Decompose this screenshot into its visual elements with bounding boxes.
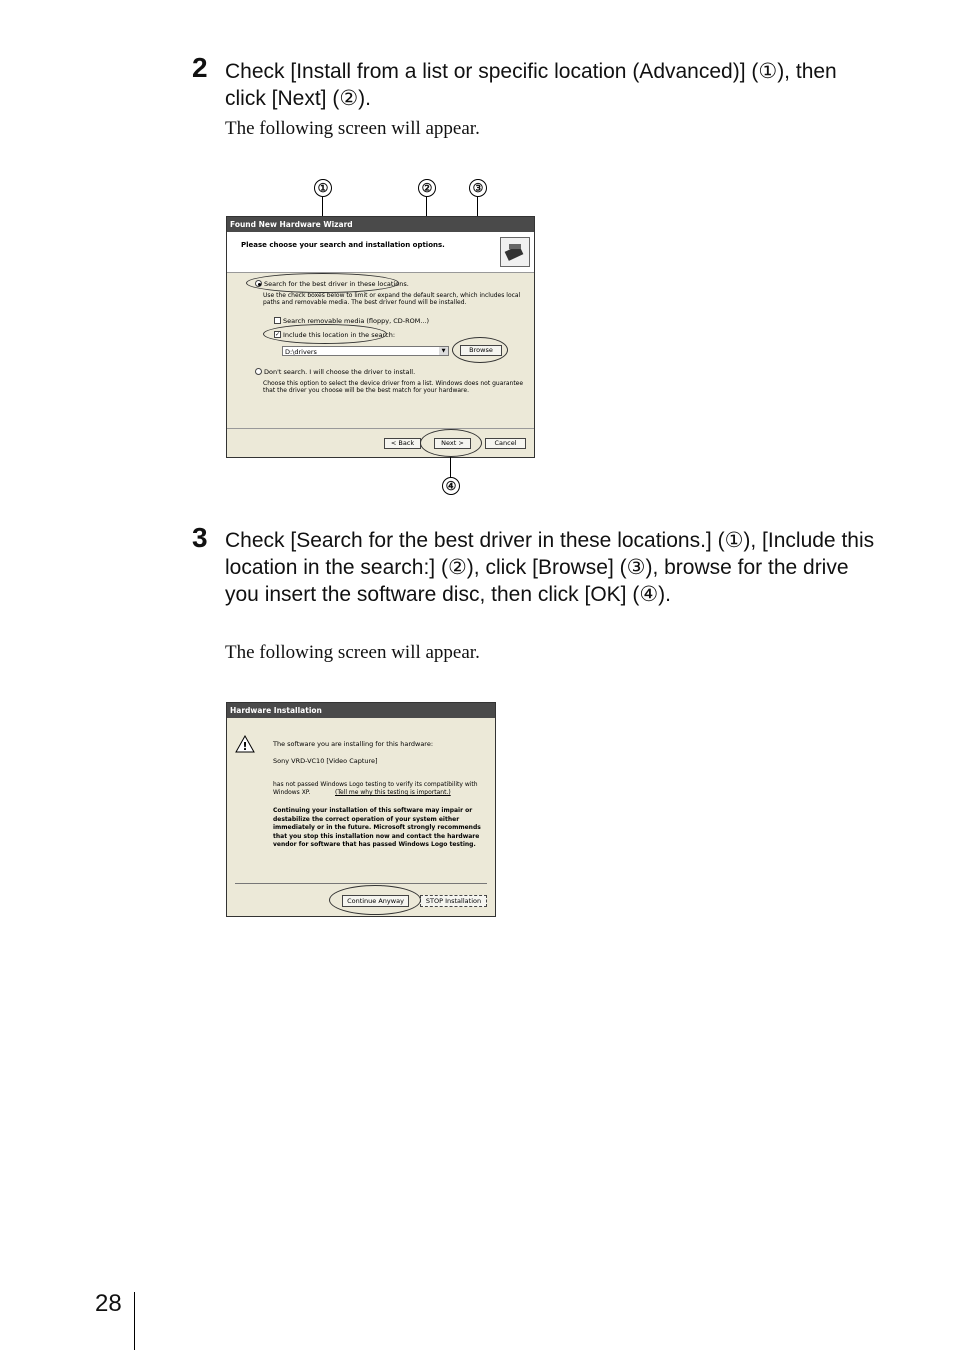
hw-line3: has not passed Windows Logo testing to verify its compatibility with Windows XP.	[273, 781, 478, 796]
page-number-rule	[134, 1292, 135, 1350]
check-removable-label: Search removable media (floppy, CD-ROM...)	[283, 317, 430, 325]
step-3-text: Check [Search for the best driver in these locations.] (①), [Include this location in the search:] (②), click [Browse] (③), browse for the drive you insert the software disc, then click [OK] (④).	[225, 529, 875, 606]
svg-text:!: !	[242, 740, 248, 753]
radio-dont-label: Don't search. I will choose the driver to install.	[264, 368, 416, 376]
step-2-text: Check [Install from a list or specific location (Advanced)] (①), then click [Next] (②).	[225, 60, 837, 110]
callout-3: ③	[469, 179, 487, 197]
back-button[interactable]: < Back	[384, 438, 421, 449]
wizard-header-panel	[227, 232, 534, 273]
footer-divider	[227, 428, 534, 429]
hw-warning: Continuing your installation of this software may impair or destabilize the correct operation of your system either immediately or in the future. Microsoft strongly recommends that you stop this installation now and contact the hardware vendor for software that has passed Windows Logo testing.	[273, 807, 481, 849]
hw-device: Sony VRD-VC10 [Video Capture]	[273, 757, 378, 765]
path-combo[interactable]	[282, 346, 449, 356]
next-button[interactable]: Next >	[434, 438, 471, 449]
hardware-dialog-title: Hardware Installation	[227, 703, 495, 718]
check-include-label: Include this location in the search:	[283, 331, 396, 339]
step-2-number: 2	[192, 52, 208, 83]
cancel-button[interactable]: Cancel	[485, 438, 526, 449]
callout-1: ①	[314, 179, 332, 197]
hw-line1: The software you are installing for this hardware:	[273, 740, 434, 748]
check-removable[interactable]	[274, 317, 281, 324]
radio-dont-search[interactable]	[255, 368, 262, 375]
radio-search-label: Search for the best driver in these locations.	[264, 280, 409, 288]
path-value: D:\drivers	[285, 348, 317, 356]
callout-4: ④	[442, 477, 460, 495]
step-2-note: The following screen will appear.	[225, 118, 480, 139]
check-include[interactable]: ✓	[275, 331, 281, 338]
hw-divider	[235, 883, 487, 884]
ring-check-include	[263, 324, 387, 344]
warning-icon	[235, 735, 255, 753]
page-number: 28	[95, 1290, 122, 1317]
browse-button[interactable]: Browse	[460, 345, 502, 356]
hardware-wizard-icon	[500, 237, 530, 267]
wizard-title: Found New Hardware Wizard	[227, 217, 534, 232]
callout-4-leader	[450, 457, 451, 477]
continue-anyway-button[interactable]: Continue Anyway	[342, 895, 409, 907]
hw-link[interactable]: (Tell me why this testing is important.)	[335, 789, 451, 796]
ring-radio-search	[246, 273, 399, 293]
dont-description: Choose this option to select the device driver from a list. Windows does not guarantee that the driver you choose will be the best match for your hardware.	[263, 380, 524, 394]
ring-continue-anyway	[329, 885, 421, 915]
step-3-number: 3	[192, 522, 208, 553]
stop-installation-button[interactable]: STOP Installation	[420, 895, 487, 907]
callout-2: ②	[418, 179, 436, 197]
chevron-down-icon[interactable]: ▼	[439, 347, 448, 355]
search-description: Use the check boxes below to limit or expand the default search, which includes local paths and removable media. The best driver found will be installed.	[263, 292, 521, 306]
ring-browse	[452, 337, 508, 363]
wizard-header: Please choose your search and installation options.	[241, 241, 445, 249]
ring-next	[420, 429, 482, 457]
step-3-note: The following screen will appear.	[225, 642, 480, 663]
